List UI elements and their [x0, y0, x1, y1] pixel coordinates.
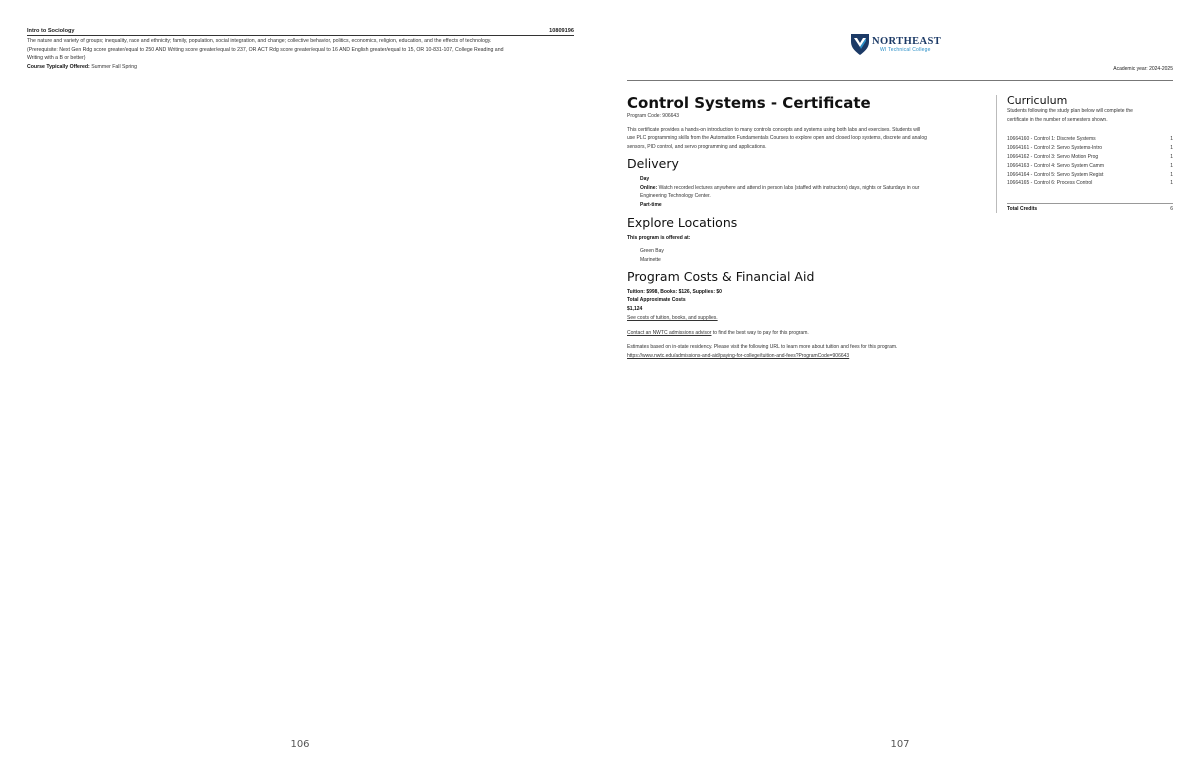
delivery-heading: Delivery: [627, 155, 679, 171]
program-intro-line-1: This certificate provides a hands-on introduction to many controls concepts and systems using both labs and exercises. Students will: [627, 126, 921, 133]
course-credits: 1: [1170, 171, 1173, 178]
curriculum-panel: [1007, 94, 1173, 214]
delivery-online-text-1: Watch recorded lectures anywhere and attend in person labs (staffed with instructors) days, nights or Saturdays in our: [658, 184, 920, 191]
curriculum-row: [1007, 171, 1173, 180]
course-offered: [27, 63, 574, 72]
course-credits: 1: [1170, 162, 1173, 169]
location-item: Green Bay: [640, 248, 664, 255]
curriculum-row: [1007, 153, 1173, 162]
curriculum-row: [1007, 135, 1173, 144]
shield-logo-icon: [850, 32, 870, 56]
costs-total-label: Total Approximate Costs: [627, 297, 686, 304]
right-page: [600, 0, 1200, 776]
header-divider: [627, 80, 1173, 81]
delivery-part-time: Part-time: [640, 201, 662, 208]
curriculum-heading: Curriculum: [1007, 94, 1068, 107]
academic-year: Academic year: 2024-2025: [1113, 66, 1173, 72]
total-credits-value: 6: [1170, 206, 1173, 213]
page-number-right: 107: [890, 739, 910, 750]
page-number-left: 106: [290, 739, 310, 750]
estimates-text: Estimates based on in-state residency. Please visit the following URL to learn more about tuition and fees for this program.: [627, 344, 898, 351]
course-credits: 1: [1170, 154, 1173, 160]
curriculum-row: [1007, 179, 1173, 188]
costs-heading: Program Costs & Financial Aid: [627, 268, 815, 284]
course-description: The nature and variety of groups; inequality, race and ethnicity; family, population, social integration, and change; collective behavior, politics, economics, religion, education, and the effects of technology.: [27, 38, 492, 44]
course-credits: 1: [1170, 145, 1173, 152]
curriculum-row: [1007, 162, 1173, 171]
total-credits-label: Total Credits: [1007, 206, 1038, 213]
course-prerequisite-line-1: (Prerequisite: Next Gen Rdg score greater/equal to 250 AND Writing score greater/equal to 237, OR ACT Rdg score greater/equal to 16 AND English greater/equal to 15, OR 10-831-107, College Reading and: [27, 46, 504, 53]
curriculum-intro-line-1: Students following the study plan below will complete the: [1007, 108, 1133, 114]
course-header: [27, 28, 574, 36]
course-title: Intro to Sociology: [27, 28, 75, 34]
logo-subtitle: WI Technical College: [880, 47, 931, 53]
program-main: [627, 94, 982, 361]
total-credits-row: [1007, 203, 1173, 214]
course-offered-value: Summer Fall Spring: [91, 64, 138, 71]
contact-advisor-rest: to find the best way to pay for this program.: [712, 329, 809, 336]
curriculum-intro: [1007, 107, 1173, 124]
location-item: Marinette: [640, 257, 661, 264]
course-name: 10664161 - Control 2: Servo Systems-Intro: [1007, 145, 1103, 152]
curriculum-row: [1007, 144, 1173, 153]
course-name: 10664165 - Control 6: Process Control: [1007, 180, 1093, 187]
program-title: Control Systems - Certificate: [627, 94, 871, 112]
costs-breakdown: Tuition: $998, Books: $126, Supplies: $0: [627, 288, 722, 295]
course-name: 10664160 - Control 1: Discrete Systems: [1007, 136, 1096, 143]
program-intro-line-3: sensors, PID control, and servo programming and applications.: [627, 144, 767, 151]
tuition-url-link[interactable]: https://www.nwtc.edu/admissions-and-aid/paying-for-college/tuition-and-fees?ProgramCode=906643: [627, 352, 850, 359]
delivery-day: Day: [640, 175, 650, 182]
program-code: Program Code: 906643: [627, 113, 679, 119]
delivery-online-text-2: Engineering Technology Center.: [640, 193, 711, 200]
program-intro: [627, 126, 982, 152]
curriculum-list: [1007, 135, 1173, 188]
contact-advisor-line: [627, 329, 982, 338]
costs-total-value: $1,124: [627, 306, 643, 313]
locations-list: [627, 247, 982, 264]
course-name: 10664164 - Control 5: Servo System Regist: [1007, 171, 1104, 178]
course-name: 10664163 - Control 4: Servo System Camm: [1007, 162, 1104, 169]
college-logo: [850, 32, 960, 56]
locations-intro: This program is offered at:: [627, 234, 691, 241]
course-prerequisite-line-2: Writing with a B or better): [27, 55, 86, 62]
course-credits: 1: [1170, 136, 1173, 143]
delivery-online-label: Online:: [640, 184, 658, 191]
column-divider: [996, 95, 997, 213]
program-intro-line-2: use PLC programming skills from the Automation Fundamentals Courses to explore open and closed loop systems, discrete and analog: [627, 135, 927, 142]
see-costs-link[interactable]: See costs of tuition, books, and supplies.: [627, 314, 718, 321]
course-number: 10809196: [549, 28, 574, 34]
delivery-section: [627, 175, 982, 210]
course-name: 10664162 - Control 3: Servo Motion Prog: [1007, 154, 1099, 160]
course-credits: 1: [1170, 180, 1173, 187]
contact-advisor-link[interactable]: Contact an NWTC admissions advisor: [627, 329, 712, 336]
course-body: [27, 37, 574, 72]
costs-section: [627, 288, 982, 361]
course-offered-label: Course Typically Offered:: [27, 64, 90, 71]
locations-heading: Explore Locations: [627, 214, 738, 230]
logo-wordmark: NORTHEAST: [872, 36, 942, 47]
delivery-online: [640, 184, 982, 193]
curriculum-intro-line-2: certificate in the number of semesters shown.: [1007, 116, 1108, 123]
